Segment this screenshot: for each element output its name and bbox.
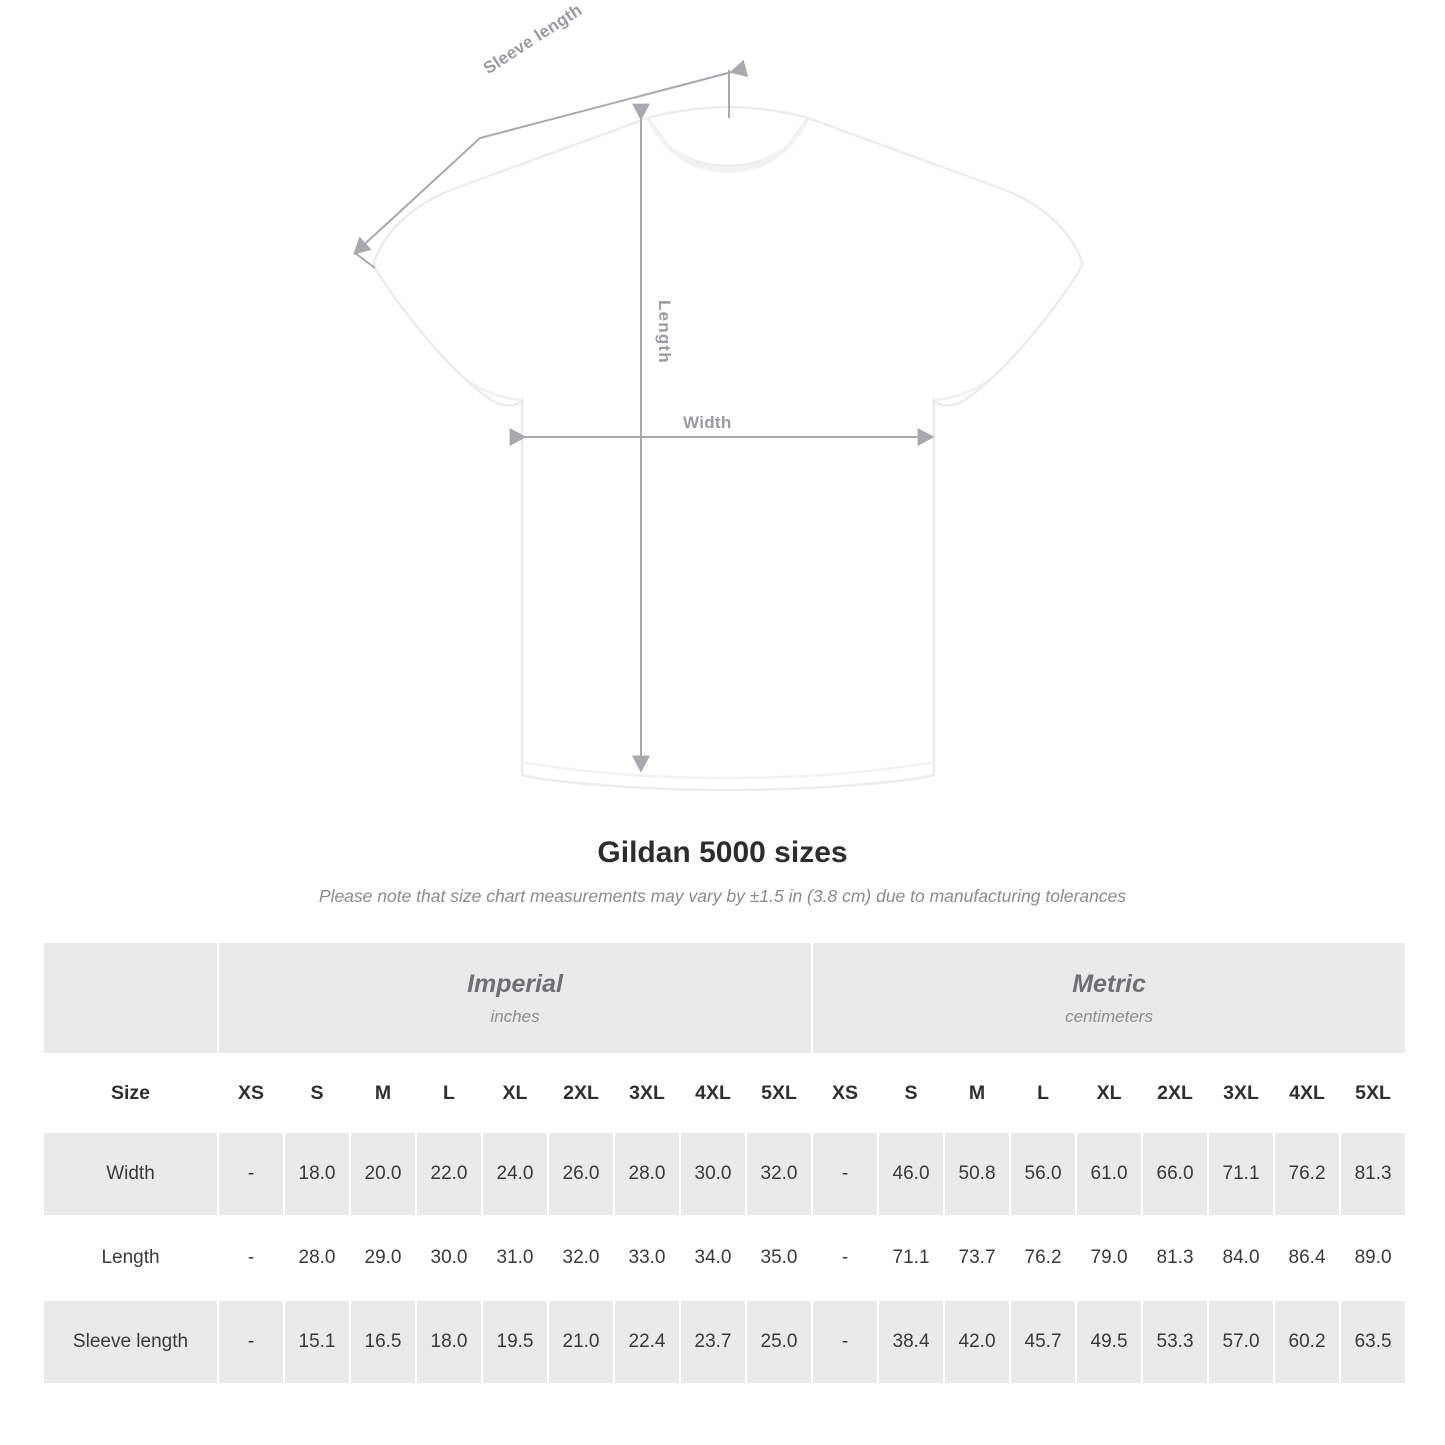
size-col-imperial-m: M <box>350 1054 416 1132</box>
table-row-width <box>43 1132 1406 1216</box>
cell-length-imperial-m: 29.0 <box>350 1216 416 1300</box>
size-col-imperial-2xl: 2XL <box>548 1054 614 1132</box>
row-label-length: Length <box>43 1216 218 1300</box>
unit-group-imperial <box>218 942 812 1054</box>
cell-width-imperial-3xl: 28.0 <box>614 1132 680 1216</box>
cell-length-imperial-4xl: 34.0 <box>680 1216 746 1300</box>
size-col-metric-4xl: 4XL <box>1274 1054 1340 1132</box>
cell-width-metric-l: 56.0 <box>1010 1132 1076 1216</box>
length-label: Length <box>655 300 674 364</box>
unit-group-imperial-sub: inches <box>490 1006 540 1026</box>
cell-width-metric-xl: 61.0 <box>1076 1132 1142 1216</box>
cell-width-metric-5xl: 81.3 <box>1340 1132 1406 1216</box>
cell-width-metric-4xl: 76.2 <box>1274 1132 1340 1216</box>
cell-length-imperial-5xl: 35.0 <box>746 1216 812 1300</box>
size-col-metric-3xl: 3XL <box>1208 1054 1274 1132</box>
cell-width-imperial-5xl: 32.0 <box>746 1132 812 1216</box>
tolerance-note: Please note that size chart measurements may vary by ±1.5 in (3.8 cm) due to manufacturing tolerances <box>318 886 1127 906</box>
width-label: Width <box>683 413 732 432</box>
size-col-metric-m: M <box>944 1054 1010 1132</box>
cell-width-imperial-xs: - <box>218 1132 284 1216</box>
cell-length-imperial-3xl: 33.0 <box>614 1216 680 1300</box>
cell-sleeve-metric-l: 45.7 <box>1010 1300 1076 1384</box>
size-col-metric-s: S <box>878 1054 944 1132</box>
table-corner-cell <box>43 942 218 1054</box>
cell-sleeve-imperial-2xl: 21.0 <box>548 1300 614 1384</box>
cell-length-imperial-xs: - <box>218 1216 284 1300</box>
cell-sleeve-imperial-3xl: 22.4 <box>614 1300 680 1384</box>
unit-group-metric <box>812 942 1406 1054</box>
cell-length-imperial-2xl: 32.0 <box>548 1216 614 1300</box>
cell-sleeve-metric-2xl: 53.3 <box>1142 1300 1208 1384</box>
cell-sleeve-metric-4xl: 60.2 <box>1274 1300 1340 1384</box>
cell-length-metric-s: 71.1 <box>878 1216 944 1300</box>
cell-sleeve-imperial-m: 16.5 <box>350 1300 416 1384</box>
sleeve-length-label: Sleeve length <box>480 0 586 78</box>
cell-length-imperial-l: 30.0 <box>416 1216 482 1300</box>
cell-length-metric-m: 73.7 <box>944 1216 1010 1300</box>
size-col-imperial-4xl: 4XL <box>680 1054 746 1132</box>
cell-length-metric-4xl: 86.4 <box>1274 1216 1340 1300</box>
size-col-metric-l: L <box>1010 1054 1076 1132</box>
cell-sleeve-imperial-l: 18.0 <box>416 1300 482 1384</box>
row-label-sleeve-length: Sleeve length <box>43 1300 218 1384</box>
table-row-length <box>43 1216 1406 1300</box>
cell-width-imperial-4xl: 30.0 <box>680 1132 746 1216</box>
size-chart-table <box>42 941 1407 1385</box>
cell-width-metric-m: 50.8 <box>944 1132 1010 1216</box>
cell-length-metric-2xl: 81.3 <box>1142 1216 1208 1300</box>
size-col-imperial-5xl: 5XL <box>746 1054 812 1132</box>
cell-width-metric-2xl: 66.0 <box>1142 1132 1208 1216</box>
size-col-metric-xl: XL <box>1076 1054 1142 1132</box>
cell-length-metric-l: 76.2 <box>1010 1216 1076 1300</box>
cell-sleeve-metric-3xl: 57.0 <box>1208 1300 1274 1384</box>
size-header-row <box>43 1054 1406 1132</box>
cell-sleeve-metric-xs: - <box>812 1300 878 1384</box>
cell-length-imperial-xl: 31.0 <box>482 1216 548 1300</box>
chart-heading-block <box>0 836 1445 907</box>
size-col-metric-2xl: 2XL <box>1142 1054 1208 1132</box>
cell-sleeve-imperial-4xl: 23.7 <box>680 1300 746 1384</box>
cell-sleeve-metric-5xl: 63.5 <box>1340 1300 1406 1384</box>
cell-width-imperial-s: 18.0 <box>284 1132 350 1216</box>
cell-width-metric-s: 46.0 <box>878 1132 944 1216</box>
cell-length-metric-xs: - <box>812 1216 878 1300</box>
cell-sleeve-metric-m: 42.0 <box>944 1300 1010 1384</box>
cell-width-imperial-xl: 24.0 <box>482 1132 548 1216</box>
size-col-metric-5xl: 5XL <box>1340 1054 1406 1132</box>
size-col-imperial-xl: XL <box>482 1054 548 1132</box>
cell-width-imperial-2xl: 26.0 <box>548 1132 614 1216</box>
cell-width-metric-xs: - <box>812 1132 878 1216</box>
table-row-sleeve-length <box>43 1300 1406 1384</box>
row-label-width: Width <box>43 1132 218 1216</box>
size-col-imperial-xs: XS <box>218 1054 284 1132</box>
cell-sleeve-imperial-xs: - <box>218 1300 284 1384</box>
size-col-imperial-s: S <box>284 1054 350 1132</box>
cell-length-metric-xl: 79.0 <box>1076 1216 1142 1300</box>
cell-sleeve-imperial-s: 15.1 <box>284 1300 350 1384</box>
unit-group-header-row <box>43 942 1406 1054</box>
cell-sleeve-metric-s: 38.4 <box>878 1300 944 1384</box>
unit-group-metric-name: Metric <box>1072 969 1146 998</box>
cell-sleeve-metric-xl: 49.5 <box>1076 1300 1142 1384</box>
cell-sleeve-imperial-xl: 19.5 <box>482 1300 548 1384</box>
size-chart-table-wrapper <box>42 941 1403 1385</box>
size-col-imperial-3xl: 3XL <box>614 1054 680 1132</box>
unit-group-metric-sub: centimeters <box>1065 1006 1153 1026</box>
unit-group-imperial-name: Imperial <box>467 969 563 998</box>
size-col-metric-xs: XS <box>812 1054 878 1132</box>
cell-sleeve-imperial-5xl: 25.0 <box>746 1300 812 1384</box>
size-header-cell: Size <box>43 1054 218 1132</box>
cell-length-metric-5xl: 89.0 <box>1340 1216 1406 1300</box>
cell-length-metric-3xl: 84.0 <box>1208 1216 1274 1300</box>
page-title: Gildan 5000 sizes <box>597 836 848 869</box>
size-col-imperial-l: L <box>416 1054 482 1132</box>
cell-width-imperial-m: 20.0 <box>350 1132 416 1216</box>
cell-length-imperial-s: 28.0 <box>284 1216 350 1300</box>
cell-width-imperial-l: 22.0 <box>416 1132 482 1216</box>
cell-width-metric-3xl: 71.1 <box>1208 1132 1274 1216</box>
